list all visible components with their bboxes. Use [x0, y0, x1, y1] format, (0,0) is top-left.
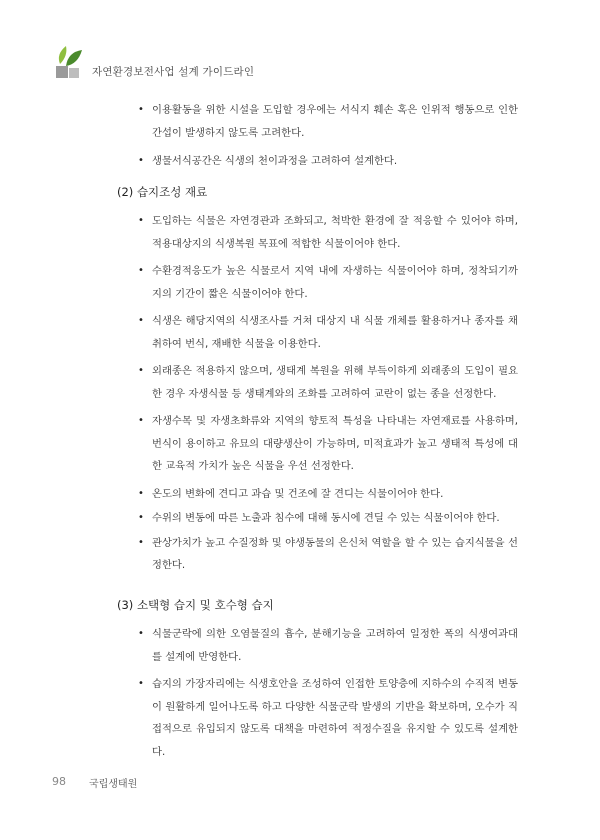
list-item: • 이용활동을 위한 시설을 도입할 경우에는 서식지 훼손 혹은 인위적 행동으로 인한 간섭이 발생하지 않도록 고려한다.	[138, 99, 518, 144]
bullet-icon: •	[138, 487, 144, 499]
bullet-icon: •	[138, 215, 144, 226]
list-item: • 생물서식공간은 식생의 천이과정을 고려하여 설계한다.	[138, 150, 518, 173]
bullet-icon: •	[138, 512, 144, 523]
bullet-icon: •	[138, 104, 144, 115]
list-item: • 수위의 변동에 따른 노출과 침수에 대해 동시에 견딜 수 있는 식물이어야 한다.	[138, 507, 518, 530]
bullet-icon: •	[138, 678, 144, 689]
list-item: • 자생수목 및 자생초화류와 지역의 향토적 특성을 나타내는 자연재료를 사용하며, 번식이 용이하고 유묘의 대량생산이 가능하며, 미적효과가 높고 생태적 특성에 대한 교육적 가치가 높은 식물을 우선 선정한다.	[138, 410, 518, 478]
bullet-icon: •	[138, 365, 144, 376]
list-item: • 수환경적응도가 높은 식물로서 지역 내에 자생하는 식물이어야 하며, 정착되기까지의 기간이 짧은 식물이어야 한다.	[138, 260, 518, 305]
page-number: 98	[52, 775, 66, 788]
bullet-icon: •	[138, 155, 144, 166]
list-item: • 외래종은 적용하지 않으며, 생태계 복원을 위해 부득이하게 외래종의 도입이 필요한 경우 자생식물 등 생태계와의 조화를 고려하여 교란이 없는 종을 선정한다.	[138, 360, 518, 405]
list-item: • 식생은 해당지역의 식생조사를 거쳐 대상지 내 식물 개체를 활용하거나 종자를 채취하여 번식, 재배한 식물을 이용한다.	[138, 310, 518, 355]
document-title: 자연환경보전사업 설계 가이드라인	[92, 66, 255, 78]
list-item: • 습지의 가장자리에는 식생호안을 조성하여 인접한 토양층에 지하수의 수직적 변동이 원활하게 일어나도록 하고 다양한 식물군락 발생의 기반을 확보하며, 오수가 직접적으로 유입되지 않도록 대책을 마련하여 적정수질을 유지할 수 있도록 설계한다.	[138, 673, 518, 763]
list-item: • 도입하는 식물은 자연경관과 조화되고, 척박한 환경에 잘 적응할 수 있어야 하며, 적용대상지의 식생복원 목표에 적합한 식물이어야 한다.	[138, 210, 518, 255]
list-item: • 온도의 변화에 견디고 과습 및 건조에 잘 견디는 식물이어야 한다.	[138, 483, 518, 506]
footer-organization: 국립생태원	[89, 779, 138, 790]
section-heading: (3) 소택형 습지 및 호수형 습지	[117, 598, 274, 612]
bullet-list-intro	[138, 99, 518, 173]
bullet-icon: •	[138, 265, 144, 276]
list-item: • 식물군락에 의한 오염물질의 흡수, 분해기능을 고려하여 일정한 폭의 식생여과대를 설계에 반영한다.	[138, 623, 518, 668]
bullet-icon: •	[138, 315, 144, 326]
bullet-list-materials	[138, 210, 518, 577]
leaf-logo-icon	[52, 42, 88, 82]
bullet-icon: •	[138, 415, 144, 426]
list-item: • 관상가치가 높고 수질정화 및 야생동물의 은신처 역할을 할 수 있는 습지식물을 선정한다.	[138, 532, 518, 577]
bullet-icon: •	[138, 536, 144, 548]
bullet-icon: •	[138, 628, 144, 639]
bullet-list-wetland-types	[138, 623, 518, 763]
section-heading: (2) 습지조성 재료	[117, 185, 208, 199]
